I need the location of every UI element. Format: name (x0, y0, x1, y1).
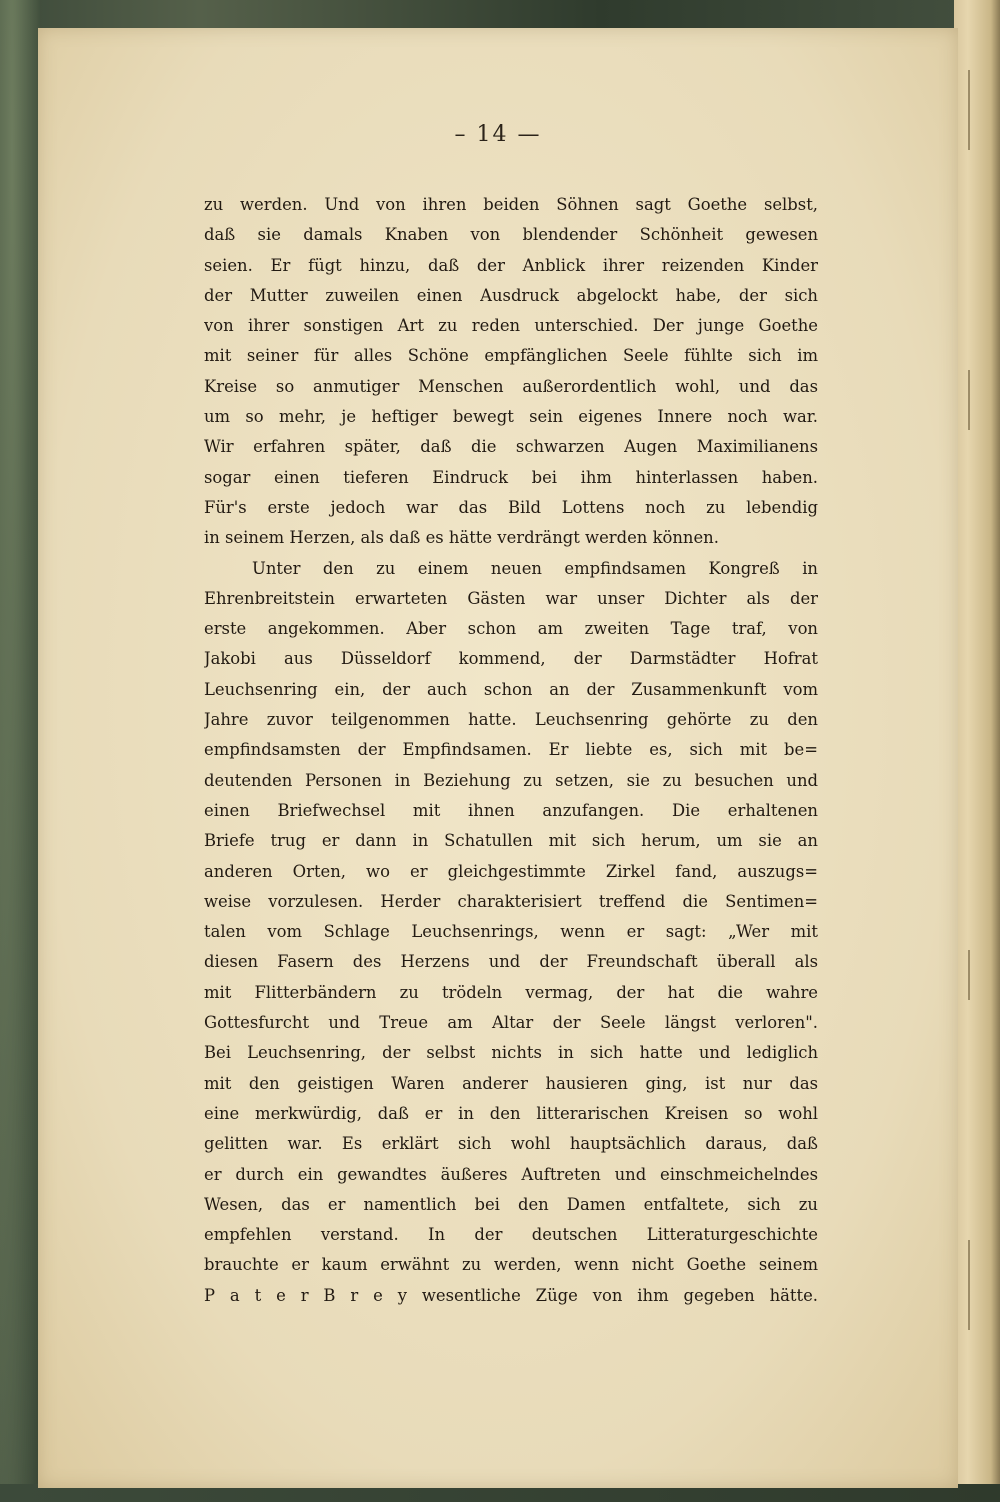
text-line: weise vorzulesen. Herder charakterisiert treffend die Sentimen= (204, 891, 818, 911)
page-edge-mark (968, 1240, 970, 1330)
text-line: er durch ein gewandtes äußeres Auftreten und einschmeichelndes (204, 1164, 818, 1184)
page-edge-right (954, 0, 1000, 1502)
text-line: Leuchsenring ein, der auch schon an der Zusammenkunft vom (204, 679, 818, 699)
text-line: deutenden Personen in Beziehung zu setzen, sie zu besuchen und (204, 770, 818, 790)
text-line: eine merkwürdig, daß er in den litterarischen Kreisen so wohl (204, 1103, 818, 1123)
text-line: anderen Orten, wo er gleichgestimmte Zirkel fand, auszugs= (204, 861, 818, 881)
text-line: Unter den zu einem neuen empfindsamen Kongreß in (252, 558, 818, 578)
text-line: erste angekommen. Aber schon am zweiten Tage traf, von (204, 619, 818, 639)
text-line: brauchte er kaum erwähnt zu werden, wenn nicht Goethe seinem (204, 1255, 818, 1275)
text-line: empfehlen verstand. In der deutschen Litteraturgeschichte (204, 1225, 818, 1245)
text-line: Ehrenbreitstein erwarteten Gästen war unser Dichter als der (204, 588, 818, 608)
text-line: empfindsamsten der Empfindsamen. Er liebte es, sich mit be= (204, 740, 818, 760)
book-binding-top (0, 0, 1000, 30)
page-edge-mark (968, 70, 970, 150)
text-line: talen vom Schlage Leuchsenrings, wenn er sagt: „Wer mit (204, 922, 818, 942)
page-edge-mark (968, 370, 970, 430)
text-line: Wesen, das er namentlich bei den Damen entfaltete, sich zu (204, 1194, 818, 1214)
text-line: in seinem Herzen, als daß es hätte verdrängt werden können. (204, 528, 719, 548)
text-line: gelitten war. Es erklärt sich wohl hauptsächlich daraus, daß (204, 1134, 818, 1154)
text-line: Bei Leuchsenring, der selbst nichts in sich hatte und lediglich (204, 1043, 818, 1063)
text-line: von ihrer sonstigen Art zu reden unterschied. Der junge Goethe (204, 316, 818, 336)
text-line: diesen Fasern des Herzens und der Freundschaft überall als (204, 952, 818, 972)
text-line: Wir erfahren später, daß die schwarzen Augen Maximilianens (204, 437, 818, 457)
text-line: der Mutter zuweilen einen Ausdruck abgelockt habe, der sich (204, 285, 818, 305)
text-line: Kreise so anmutiger Menschen außerordentlich wohl, und das (204, 376, 818, 396)
text-line: mit den geistigen Waren anderer hausieren ging, ist nur das (204, 1073, 818, 1093)
page-edge-mark (968, 950, 970, 1000)
text-line: um so mehr, je heftiger bewegt sein eigenes Innere noch war. (204, 407, 818, 427)
text-line: Jahre zuvor teilgenommen hatte. Leuchsenring gehörte zu den (204, 710, 818, 730)
text-line: seien. Er fügt hinzu, daß der Anblick ihrer reizenden Kinder (204, 255, 818, 275)
text-line: zu werden. Und von ihren beiden Söhnen sagt Goethe selbst, (204, 195, 818, 214)
text-line: Gottesfurcht und Treue am Altar der Seele längst verloren". (204, 1013, 818, 1033)
text-line: einen Briefwechsel mit ihnen anzufangen. Die erhaltenen (204, 800, 818, 820)
page-number: – 14 — (454, 122, 542, 147)
marbled-binding-left (0, 0, 40, 1502)
text-line: Briefe trug er dann in Schatullen mit sich herum, um sie an (204, 831, 818, 851)
text-line: mit Flitterbändern zu trödeln vermag, der hat die wahre (204, 982, 818, 1002)
body-text (204, 190, 818, 1311)
text-line: daß sie damals Knaben von blendender Schönheit gewesen (204, 225, 818, 245)
text-line: sogar einen tieferen Eindruck bei ihm hinterlassen haben. (204, 467, 818, 487)
text-line: Jakobi aus Düsseldorf kommend, der Darmstädter Hofrat (204, 649, 818, 669)
text-line: mit seiner für alles Schöne empfänglichen Seele fühlte sich im (204, 346, 818, 366)
book-page (38, 28, 958, 1488)
text-line: P a t e r B r e y wesentliche Züge von ihm gegeben hätte. (204, 1285, 818, 1305)
text-line: Für's erste jedoch war das Bild Lottens noch zu lebendig (204, 497, 818, 517)
